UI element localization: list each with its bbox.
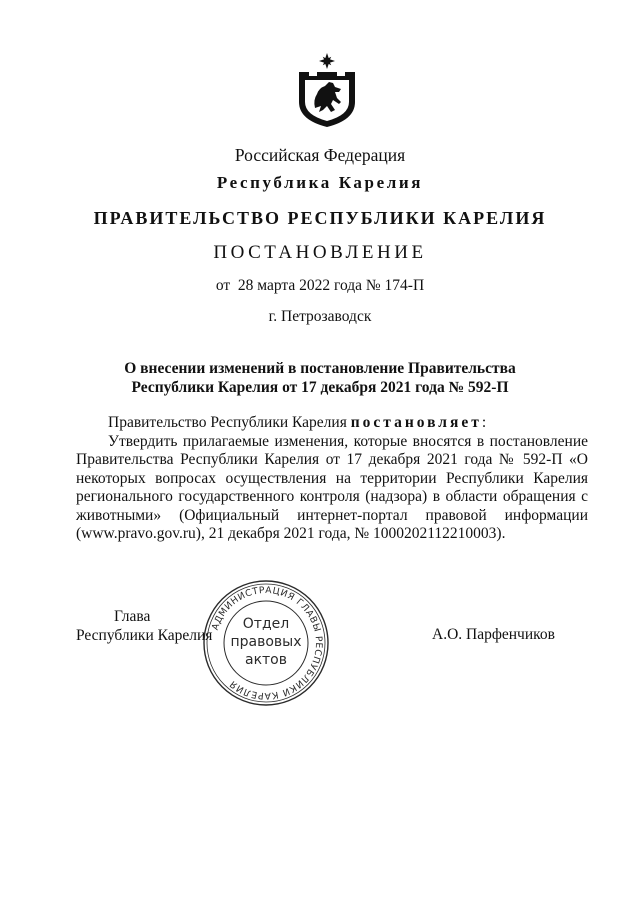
subject-line-1: О внесении изменений в постановление Правительства <box>124 360 516 377</box>
document-type: ПОСТАНОВЛЕНИЕ <box>213 242 427 263</box>
decree-intro <box>76 414 588 433</box>
government-name: ПРАВИТЕЛЬСТВО РЕСПУБЛИКИ КАРЕЛИЯ <box>93 208 547 228</box>
signatory-title <box>76 608 212 645</box>
stamp-line-2: правовых <box>230 634 302 650</box>
signatory-title-line-1: Глава <box>114 608 151 625</box>
republic-name: Республика Карелия <box>216 173 424 192</box>
decree-intro-end: : <box>481 414 487 431</box>
decree-paragraph: Утвердить прилагаемые изменения, которые вносятся в постановление Правительства Республики Карелия от 17 декабря 2021 года № 592-П «О некоторых вопросах осуществления на территории Республики Карелия регионального государственного контроля (надзора) в области обращения с животными» (Официальный интернет-портал правовой информации (www.pravo.gov.ru), 21 декабря 2021 года, № 1000202112210003). <box>76 432 588 542</box>
decree-word: постановляет <box>350 414 482 431</box>
stamp-line-1: Отдел <box>242 616 290 632</box>
stamp-line-3: актов <box>244 652 288 668</box>
document-date-number: от 28 марта 2022 года № 174-П <box>215 277 425 294</box>
document-body <box>76 414 588 544</box>
stamp-ring-text: АДМИНИСТРАЦИЯ ГЛАВЫ РЕСПУБЛИКИ КАРЕЛИЯ <box>209 584 325 702</box>
official-stamp <box>201 578 331 708</box>
country-name: Российская Федерация <box>234 145 406 165</box>
document-subject <box>0 359 640 397</box>
signatory-title-line-2: Республики Карелия <box>76 626 213 644</box>
coat-of-arms-icon <box>295 52 359 128</box>
signatory-name: А.О. Парфенчиков <box>432 626 555 643</box>
document-city: г. Петрозаводск <box>268 308 372 325</box>
subject-line-2: Республики Карелия от 17 декабря 2021 года № 592-П <box>131 379 509 396</box>
decree-intro-text: Правительство Республики Карелия <box>108 414 351 431</box>
